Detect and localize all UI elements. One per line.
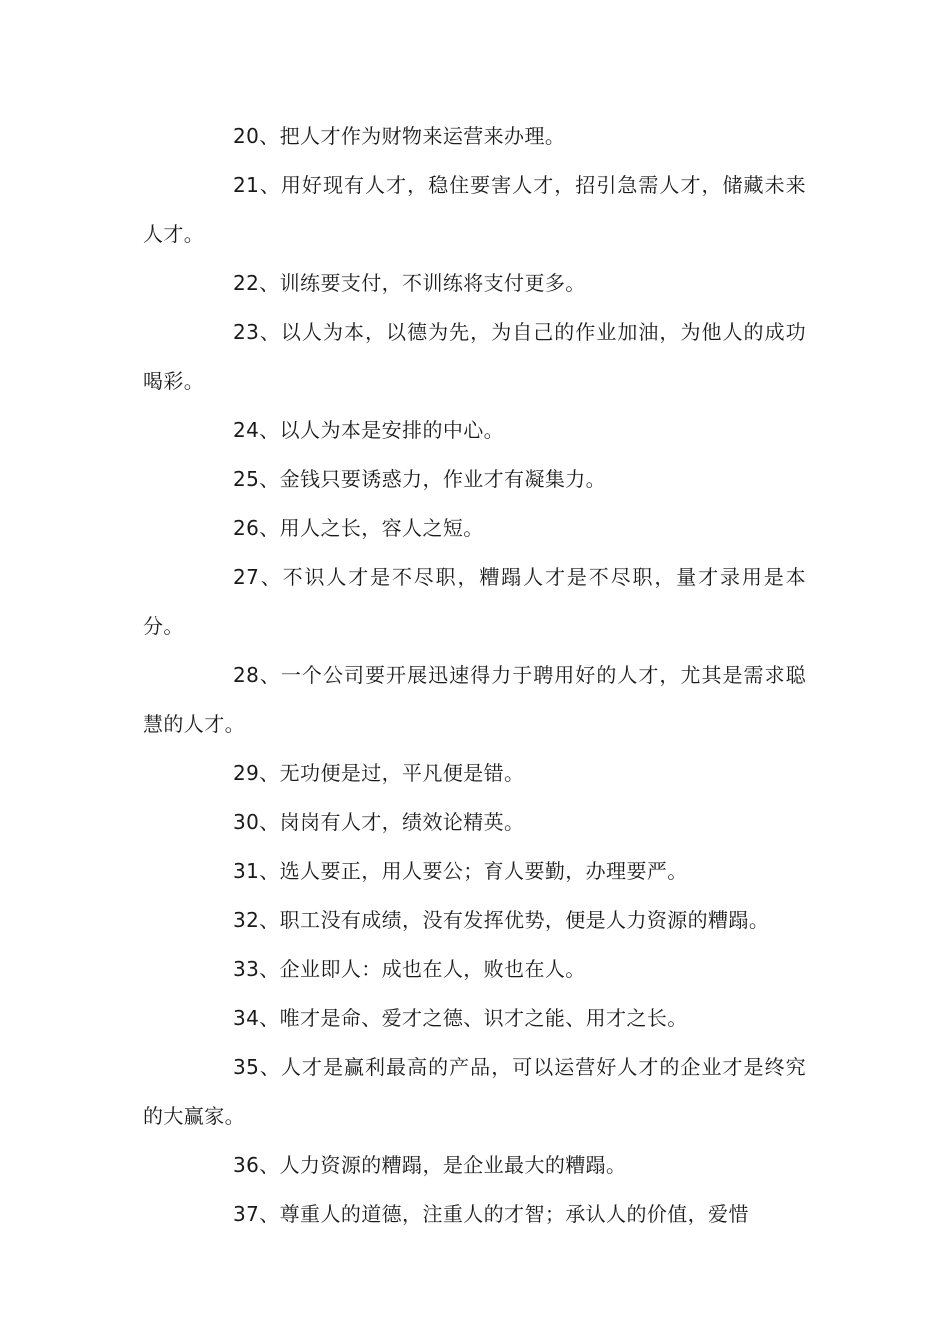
list-item: 34、唯才是命、爱才之德、识才之能、用才之长。 [233,1006,688,1030]
list-item: 23、以人为本，以德为先，为自己的作业加油，为他人的成功喝彩。 [143,320,806,393]
list-item: 25、金钱只要诱惑力，作业才有凝集力。 [233,467,607,491]
list-item: 31、选人要正，用人要公；育人要勤，办理要严。 [233,859,688,883]
list-item: 30、岗岗有人才，绩效论精英。 [233,810,525,834]
list-item: 33、企业即人：成也在人，败也在人。 [233,957,586,981]
list-item: 26、用人之长，容人之短。 [233,516,484,540]
list-item: 35、人才是赢利最高的产品，可以运营好人才的企业才是终究的大赢家。 [143,1055,806,1128]
list-item: 20、把人才作为财物来运营来办理。 [233,124,566,148]
list-item: 28、一个公司要开展迅速得力于聘用好的人才，尤其是需求聪慧的人才。 [143,663,806,736]
list-item: 27、不识人才是不尽职，糟蹋人才是不尽职，量才录用是本分。 [143,565,806,638]
list-item: 32、职工没有成绩，没有发挥优势，便是人力资源的糟蹋。 [233,908,770,932]
list-item: 24、以人为本是安排的中心。 [233,418,505,442]
list-item: 22、训练要支付，不训练将支付更多。 [233,271,586,295]
list-item: 36、人力资源的糟蹋，是企业最大的糟蹋。 [233,1153,627,1177]
document-body [143,112,806,1239]
list-item: 37、尊重人的道德，注重人的才智；承认人的价值，爱惜 [233,1202,749,1226]
list-item: 21、用好现有人才，稳住要害人才，招引急需人才，储藏未来人才。 [143,173,806,246]
list-item: 29、无功便是过，平凡便是错。 [233,761,525,785]
